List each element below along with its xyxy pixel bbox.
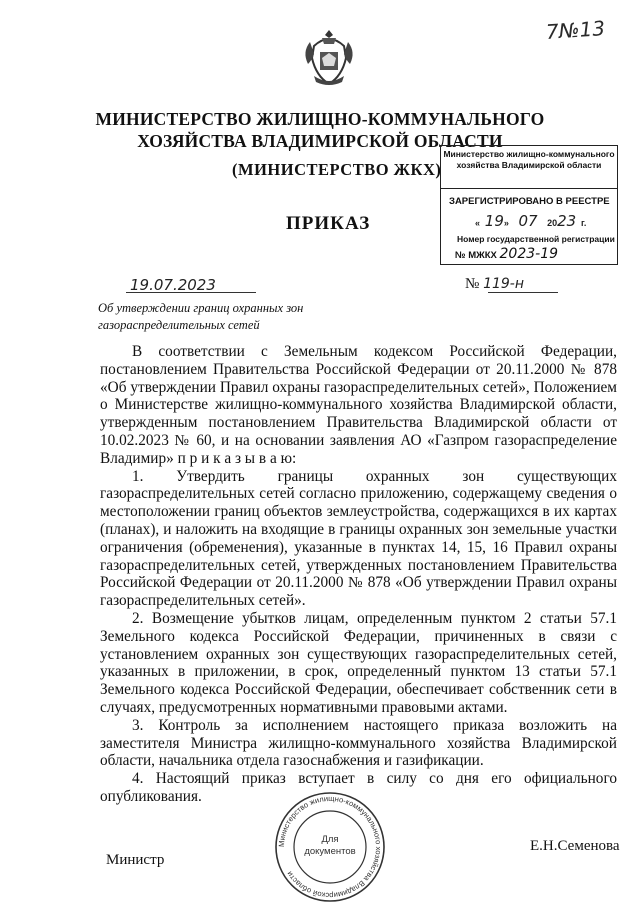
signatory-role: Министр: [106, 852, 165, 868]
item-1-paragraph: 1. Утвердить границы охранных зон существующих газораспределительных сетей согласно приложению, содержащему сведения о местоположении границ объектов землеустройства, содержащихся в их картах (планах), и наложить на входящие в границы охранных зон земельные участки ограничения (обременения), указанные в пунктах 14, 15, 16 Правил охраны газораспределительных сетей, утвержденных постановлением Правительства Российской Федерации от 20.11.2000 № 878 «Об утверждении Правил охраны газораспределительных сетей».: [100, 467, 617, 610]
stamp-organization: Министерство жилищно-коммунального хозяйства Владимирской области: [443, 149, 615, 170]
stamp-registered-label: ЗАРЕГИСТРИРОВАНО В РЕЕСТРЕ: [449, 196, 610, 207]
stamp-reg-prefix: № МЖКХ: [455, 250, 497, 261]
seal-center-line-1: Для: [321, 834, 339, 845]
coat-of-arms-emblem: [300, 28, 358, 90]
seal-center-line-2: документов: [304, 846, 356, 857]
stamp-year-prefix: 20: [547, 218, 558, 228]
ministry-abbreviation: (МИНИСТЕРСТВО ЖКХ): [232, 160, 442, 179]
stamp-month: 07: [518, 212, 538, 230]
ministry-name: МИНИСТЕРСТВО ЖИЛИЩНО-КОММУНАЛЬНОГО ХОЗЯЙСТВА ВЛАДИМИРСКОЙ ОБЛАСТИ: [95, 109, 545, 151]
order-subject: Об утверждении границ охранных зон газораспределительных сетей: [98, 301, 304, 332]
stamp-reg-value: 2023-19: [499, 246, 559, 262]
stamp-date: « 19» 07 2023 г.: [475, 212, 587, 230]
stamp-day: 19: [484, 212, 504, 230]
preamble-paragraph: В соответствии с Земельным кодексом Российской Федерации, постановлением Правительства Российской Федерации от 20.11.2000 № 878 «Об утверждении Правил охраны газораспределительных сетей», Положением о Министерстве жилищно-коммунального хозяйства Владимирской области, утвержденным постановлением Правительства Владимирской области от 10.02.2023 № 60, и на основании заявления АО «Газпром газораспределение Владимир» п р и к а з ы в а ю:: [100, 343, 617, 467]
stamp-divider: [441, 188, 617, 189]
document-seal: [268, 792, 392, 902]
stamp-reg-number-label: Номер государственной регистрации: [457, 234, 615, 244]
item-3-paragraph: 3. Контроль за исполнением настоящего приказа возложить на заместителя Министра жилищно-коммунального хозяйства Владимирской области, начальника отдела газоснабжения и газификации.: [100, 716, 617, 770]
stamp-reg-number: [455, 246, 558, 262]
stamp-year-suffix: 23: [557, 212, 577, 230]
seal-ring-text: Министерство жилищно-коммунального хозяйства Владимирской области: [276, 793, 384, 901]
order-number-label: №: [465, 276, 480, 292]
order-number: [465, 276, 524, 293]
document-type-title: ПРИКАЗ: [286, 213, 371, 234]
item-2-paragraph: 2. Возмещение убытков лицам, определенным пунктом 2 статьи 57.1 Земельного кодекса Российской Федерации, причиненных в связи с установлением охранных зон существующих газораспределительных сетей, указанных в приложении, в срок, определенный пунктом 13 статьи 57.1 Земельного кодекса Российской Федерации, обеспечивает собственник сети в случаях, предусмотренных нормативными правовыми актами.: [100, 609, 617, 716]
order-date: 19.07.2023: [130, 276, 216, 294]
date-underline: [126, 292, 256, 293]
order-number-value: 119-н: [483, 276, 524, 292]
order-body: [100, 343, 617, 806]
handwritten-archive-number: 7№13: [545, 15, 606, 45]
stamp-year-mark: г.: [580, 218, 587, 228]
number-underline: [488, 292, 558, 293]
item-4-paragraph: 4. Настоящий приказ вступает в силу со дня его официального опубликования.: [100, 770, 617, 805]
registry-stamp: [440, 145, 618, 265]
signatory-name: Е.Н.Семенова: [530, 838, 620, 854]
